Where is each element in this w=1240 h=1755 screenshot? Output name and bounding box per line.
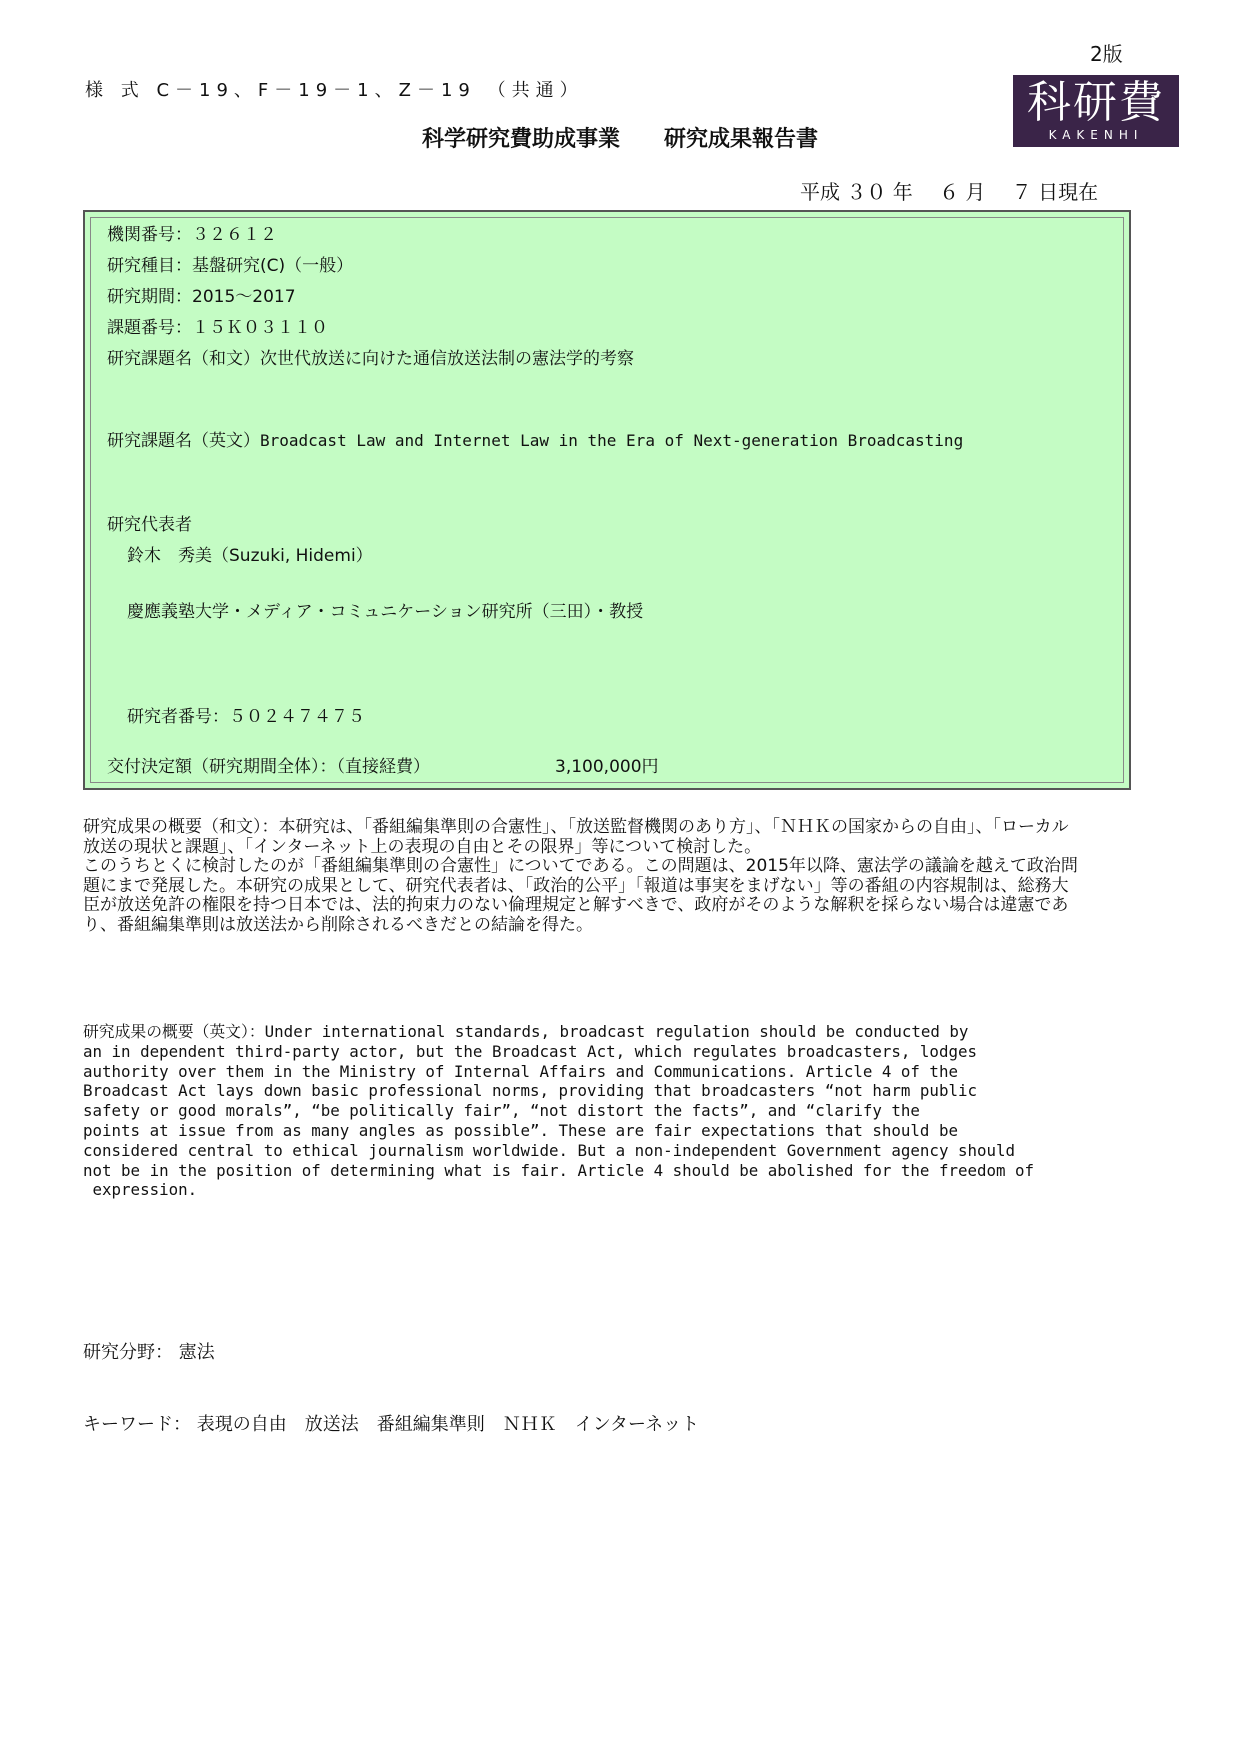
title-en-row	[107, 426, 963, 451]
logo-kanji: 科研費	[1027, 77, 1165, 128]
research-field: 研究分野： 憲法	[83, 1342, 215, 1363]
keywords: キーワード： 表現の自由 放送法 番組編集準則 ＮＨＫ インターネット	[83, 1414, 700, 1435]
summary-en	[83, 1022, 1083, 1200]
kakenhi-logo	[1013, 75, 1179, 147]
summary-en-line: not be in the position of determining what is fair. Article 4 should be abolished for the freedom of	[83, 1160, 1035, 1180]
summary-en-line: 研究成果の概要（英文）：Under international standards, broadcast regulation should be conducted by	[83, 1022, 969, 1041]
affiliation: 慶應義塾大学・メディア・コミュニケーション研究所（三田）・教授	[127, 602, 644, 622]
summary-en-line: an in dependent third-party actor, but the Broadcast Act, which regulates broadcasters, lodges	[83, 1041, 977, 1061]
title-en-label: 研究課題名（英文）	[107, 431, 260, 451]
form-number: 様 式 C－19、F－19－1、Z－19 （共通）	[85, 80, 584, 101]
summary-jp	[83, 818, 1083, 935]
project-info-box	[83, 210, 1131, 790]
edition-label: 2版	[1090, 42, 1123, 66]
summary-en-line: expression.	[83, 1180, 198, 1200]
grant-amount: 3,100,000円	[555, 757, 659, 777]
project-number: 課題番号：１５Ｋ０３１１０	[107, 318, 328, 338]
report-date: 平成 ３０ 年 ６ 月 ７ 日現在	[800, 180, 1099, 204]
summary-en-line: safety or good morals”, “be politically fair”, “not distort the facts”, and “clarify the	[83, 1101, 920, 1121]
representative-name: 鈴木 秀美（Suzuki, Hidemi）	[127, 546, 373, 566]
title-jp: 次世代放送に向けた通信放送法制の憲法学的考察	[260, 349, 634, 369]
summary-en-line: Broadcast Act lays down basic professional norms, providing that broadcasters “not harm public	[83, 1081, 977, 1101]
research-period: 研究期間：2015～2017	[107, 287, 296, 307]
representative-label: 研究代表者	[107, 515, 192, 535]
logo-roman: KAKENHI	[1048, 128, 1144, 142]
grant-label: 交付決定額（研究期間全体）：（直接経費）	[107, 757, 430, 777]
page-title: 科学研究費助成事業 研究成果報告書	[421, 127, 818, 152]
title-jp-label: 研究課題名（和文）	[107, 349, 260, 369]
summary-en-line: authority over them in the Ministry of Internal Affairs and Communications. Article 4 of the	[83, 1061, 958, 1081]
summary-jp-paragraph-2: このうちとくに検討したのが「番組編集準則の合憲性」についてである。この問題は、2015年以降、憲法学の議論を越えて政治問題にまで発展した。本研究の成果として、研究代表者は、「政治的公平」「報道は事実をまげない」等の番組の内容規制は、総務大臣が放送免許の権限を持つ日本では、法的拘束力のない倫理規定と解すべきで、政府がそのような解釈を採らない場合は違憲であり、番組編集準則は放送法から削除されるべきだとの結論を得た。	[83, 856, 1078, 935]
research-type: 研究種目：基盤研究(C)（一般）	[107, 256, 354, 276]
summary-en-line: points at issue from as many angles as possible”. These are fair expectations that should be	[83, 1120, 958, 1140]
summary-en-line: considered central to ethical journalism worldwide. But a non-independent Government agency should	[83, 1140, 1016, 1160]
researcher-number: 研究者番号：５０２４７４７５	[127, 707, 365, 727]
summary-jp-paragraph-1: 研究成果の概要（和文）：本研究は、「番組編集準則の合憲性」、「放送監督機関のあり方」、「ＮＨＫの国家からの自由」、「ローカル放送の現状と課題」、「インターネット上の表現の自由とその限界」等について検討した。	[83, 817, 1069, 857]
title-en: Broadcast Law and Internet Law in the Era of Next-generation Broadcasting	[260, 431, 964, 450]
title-jp-row	[107, 344, 634, 369]
institution-number: 機関番号：３２６１２	[107, 225, 277, 245]
